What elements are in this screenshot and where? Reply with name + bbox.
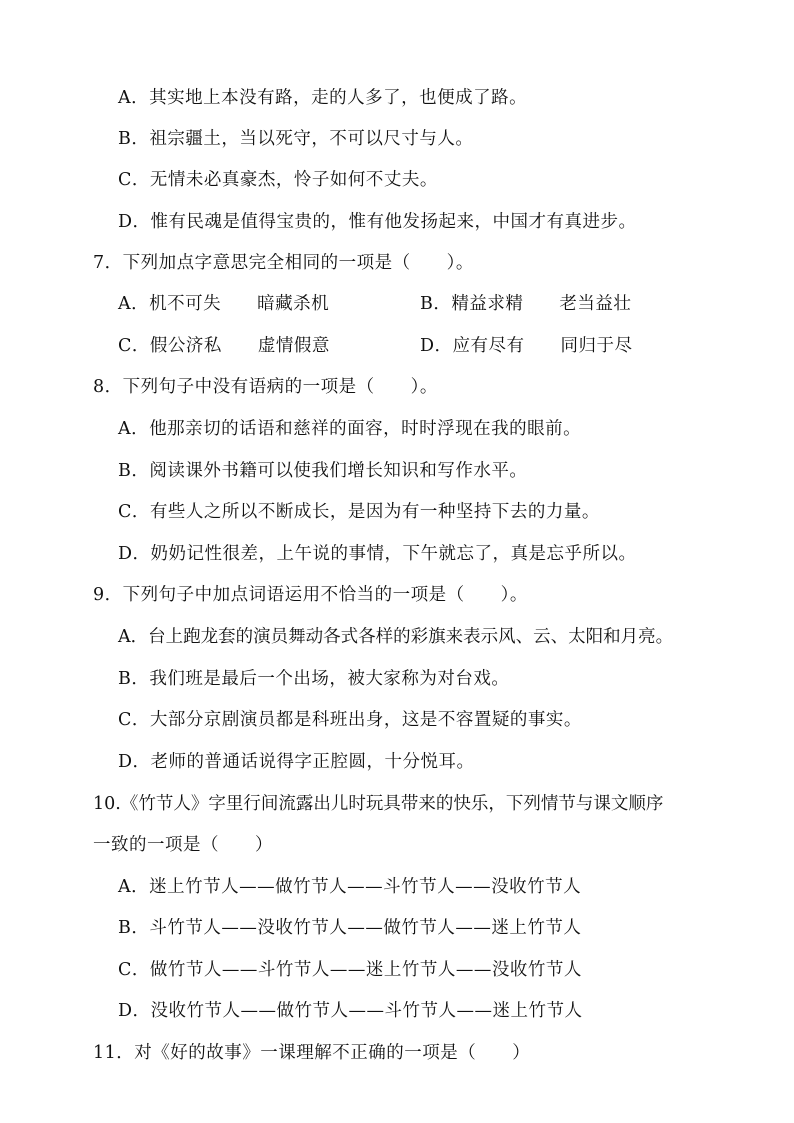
q8-option-c: C．有些人之所以不断成长，是因为有一种坚持下去的力量。 [118, 502, 600, 522]
q9-option-a: A．台上跑龙套的演员舞动各式各样的彩旗来表示风、云、太阳和月亮。 [118, 627, 674, 647]
q6-option-b: B．祖宗疆土，当以死守，不可以尺寸与人。 [118, 129, 474, 149]
q10-stem-line1: 10.《竹节人》字里行间流露出儿时玩具带来的快乐，下列情节与课文顺序 [93, 794, 664, 814]
q11-stem: 11．对《好的故事》一课理解不正确的一项是（ ） [93, 1043, 531, 1063]
q7-option-b: B．精益求精 老当益壮 [420, 294, 632, 314]
q8-option-b: B．阅读课外书籍可以使我们增长知识和写作水平。 [118, 461, 528, 481]
q9-option-c: C．大部分京剧演员都是科班出身，这是不容置疑的事实。 [118, 710, 582, 730]
q8-option-d: D．奶奶记性很差，上午说的事情，下午就忘了，真是忘乎所以。 [118, 544, 637, 564]
q9-option-d: D．老师的普通话说得字正腔圆，十分悦耳。 [118, 752, 475, 772]
q6-option-a: A．其实地上本没有路，走的人多了，也便成了路。 [118, 88, 528, 108]
q7-stem: 7．下列加点字意思完全相同的一项是（ ）。 [93, 253, 474, 273]
q6-option-c: C．无情未必真豪杰，怜子如何不丈夫。 [118, 170, 438, 190]
q8-option-a: A．他那亲切的话语和慈祥的面容，时时浮现在我的眼前。 [118, 419, 582, 439]
q9-option-b: B．我们班是最后一个出场，被大家称为对台戏。 [118, 669, 510, 689]
q7-option-a: A．机不可失 暗藏杀机 [118, 294, 330, 314]
q10-stem-line2: 一致的一项是（ ） [93, 835, 273, 855]
q7-option-c: C．假公济私 虚情假意 [118, 336, 330, 356]
q6-option-d: D．惟有民魂是值得宝贵的，惟有他发扬起来，中国才有真进步。 [118, 212, 637, 232]
q10-option-b: B．斗竹节人——没收竹节人——做竹节人——迷上竹节人 [118, 918, 582, 938]
q10-option-c: C．做竹节人——斗竹节人——迷上竹节人——没收竹节人 [118, 960, 582, 980]
q9-stem: 9．下列句子中加点词语运用不恰当的一项是（ ）。 [93, 585, 528, 605]
q8-stem: 8．下列句子中没有语病的一项是（ ）。 [93, 377, 438, 397]
q10-option-a: A．迷上竹节人——做竹节人——斗竹节人——没收竹节人 [118, 877, 582, 897]
q7-option-d: D．应有尽有 同归于尽 [420, 336, 633, 356]
q10-option-d: D．没收竹节人——做竹节人——斗竹节人——迷上竹节人 [118, 1001, 583, 1021]
